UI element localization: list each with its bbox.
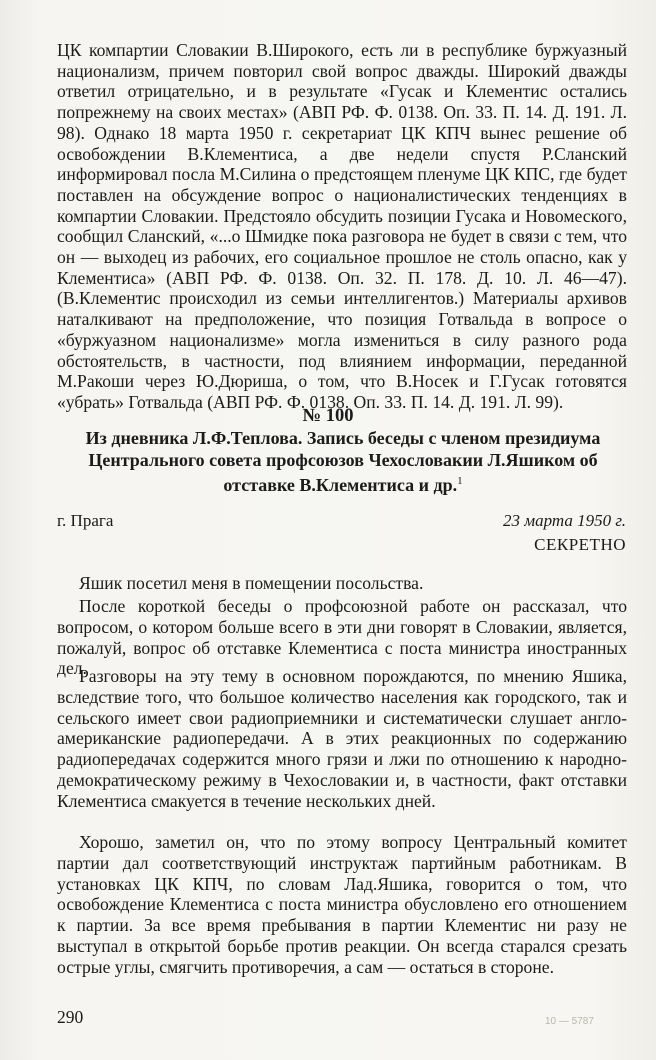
page-number: 290 [57, 1007, 84, 1027]
footnote-reference: 1 [457, 475, 463, 487]
intro-paragraph: ЦК компартии Словакии В.Широкого, есть ли в республике буржуазный национализм, причем повторил свой вопрос дважды. Широкий дважды ответил отрицательно, и в результате «Гусак и Клементис остались попрежнему на своих местах» (АВП РФ. Ф. 0138. Оп. 33. П. 14. Д. 191. Л. 98). Однако 18 марта 1950 г. секретариат ЦК КПЧ вынес решение об освобождении В.Клементиса, а две недели спустя Р.Сланский информировал посла М.Силина о предстоящем пленуме ЦК КПС, где будет поставлен на обсуждение вопрос о националистических тенденциях в компартии Словакии. Предстояло обсудить позиции Гусака и Новомеского, сообщил Сланский, «...о Шмидке пока разговора не будет в связи с тем, что он — выходец из рабочих, его социальное прошлое не столь опасно, как у Клементиса» (АВП РФ. Ф. 0138. Оп. 32. П. 178. Д. 10. Л. 46—47). (В.Клементис происходил из семьи интеллигентов.) Материалы архивов наталкивают на предположение, что позиция Готвальда в вопросе о «буржуазном национализме» могла измениться в силу разного рода обстоятельств, в частности, под влиянием информации, переданной М.Ракоши через Ю.Дюриша, о том, что В.Носек и Г.Гусак готовятся «убрать» Готвальда (АВП РФ. Ф. 0138. Оп. 33. П. 14. Д. 191. Л. 99). [57, 40, 627, 412]
document-number: № 100 [302, 406, 354, 426]
body-paragraph: Разговоры на эту тему в основном порождаются, по мнению Яшика, вследствие того, что большое количество населения как городского, так и сельского имеет свои радиоприемники и систематически слушает англо-американские радиопередачи. А в этих реакционных по содержанию радиопередачах содержится много грязи и лжи по отношению к народно-демократическому режиму в Чехословакии и, в частности, факт отставки Клементиса смакуется в течение нескольких дней. [57, 666, 627, 811]
body-paragraph: Яшик посетил меня в помещении посольства. [79, 573, 424, 593]
body-paragraph: После короткой беседы о профсоюзной работе он рассказал, что вопросом, о котором больше всего в эти дни говорят в Словакии, является, пожалуй, вопрос об отставке Клементиса с поста министра иностранных дел. [57, 596, 627, 679]
document-place: г. Прага [57, 511, 114, 530]
document-title [60, 428, 626, 497]
classification-label: СЕКРЕТНО [534, 535, 626, 554]
body-paragraph: Хорошо, заметил он, что по этому вопросу Центральный комитет партии дал соответствующий инструктаж партийным работникам. В установках ЦК КПЧ, по словам Лад.Яшика, говорится о том, что освобождение Клементиса с поста министра обусловлено его отношением к партии. За все время пребывания в партии Клементис ни разу не выступал в открытой борьбе против реакции. Он всегда старался срезать острые углы, смягчить противоречия, а сам — остаться в стороне. [57, 832, 627, 977]
document-title-text: Из дневника Л.Ф.Теплова. Запись беседы с членом президиума Центрального совета профсоюзов Чехословакии Л.Яшиком об отставке В.Клементиса и др. [85, 428, 601, 495]
document-date: 23 марта 1950 г. [502, 511, 626, 530]
printer-signature-mark: 10 — 5787 [545, 1016, 594, 1027]
